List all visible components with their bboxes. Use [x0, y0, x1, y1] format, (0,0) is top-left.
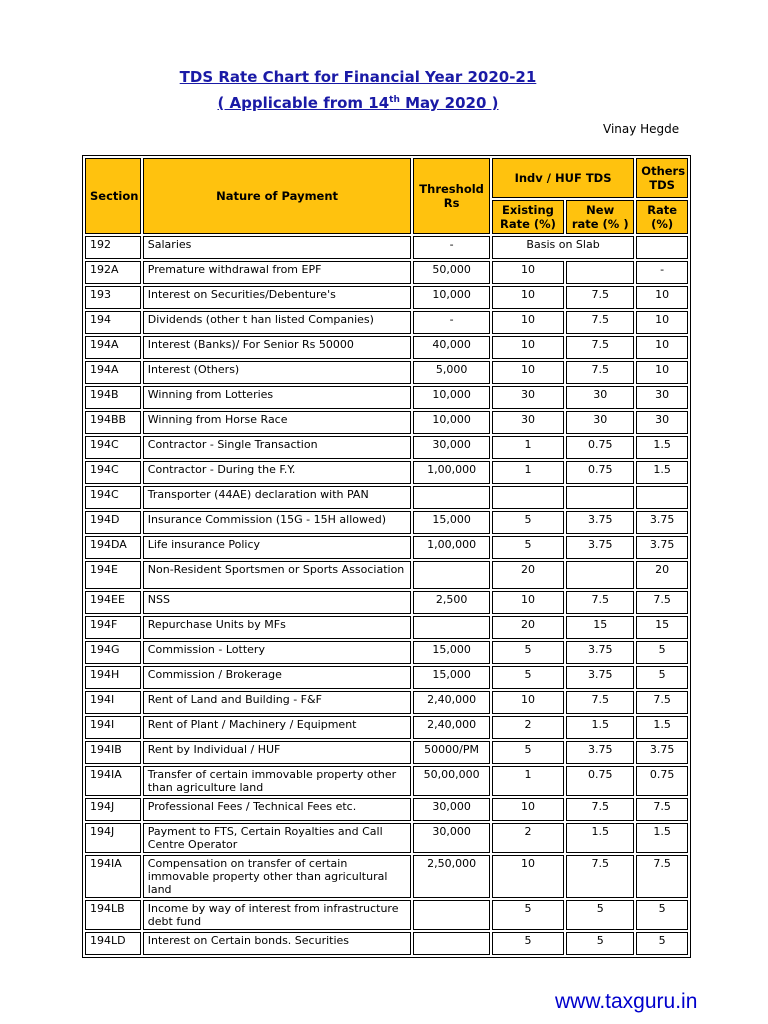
- section-cell: 194H: [85, 666, 141, 689]
- nature-cell: Interest (Others): [143, 361, 412, 384]
- others-rate-cell: 3.75: [636, 511, 688, 534]
- section-cell: 194IB: [85, 741, 141, 764]
- new-rate-cell: [566, 486, 634, 509]
- table-row: [85, 361, 688, 384]
- threshold-cell: 50,00,000: [413, 766, 489, 796]
- others-rate-cell: 1.5: [636, 716, 688, 739]
- nature-cell: Compensation on transfer of certain immovable property other than agricultural land: [143, 855, 412, 898]
- table-row: [85, 691, 688, 714]
- new-rate-cell: 5: [566, 900, 634, 930]
- author-name: Vinay Hegde: [603, 122, 680, 136]
- nature-cell: Income by way of interest from infrastructure debt fund: [143, 900, 412, 930]
- new-rate-cell: [566, 261, 634, 284]
- new-rate-cell: 7.5: [566, 311, 634, 334]
- existing-rate-cell: 10: [492, 261, 564, 284]
- nature-cell: Contractor - Single Transaction: [143, 436, 412, 459]
- table-row: [85, 716, 688, 739]
- others-rate-cell: 1.5: [636, 461, 688, 484]
- table-row: [85, 486, 688, 509]
- existing-rate-cell: 5: [492, 741, 564, 764]
- existing-rate-cell: 5: [492, 666, 564, 689]
- others-rate-cell: 10: [636, 286, 688, 309]
- threshold-cell: 50000/PM: [413, 741, 489, 764]
- table-row: [85, 900, 688, 930]
- threshold-cell: 30,000: [413, 436, 489, 459]
- threshold-cell: -: [413, 311, 489, 334]
- existing-rate-cell: [492, 486, 564, 509]
- others-rate-cell: 5: [636, 641, 688, 664]
- others-rate-cell: 1.5: [636, 436, 688, 459]
- others-rate-cell: 1.5: [636, 823, 688, 853]
- new-rate-cell: 30: [566, 411, 634, 434]
- header-others-tds: Others TDS: [636, 158, 688, 198]
- section-cell: 194E: [85, 561, 141, 589]
- existing-rate-cell: 10: [492, 798, 564, 821]
- existing-rate-cell: 2: [492, 823, 564, 853]
- table-row: [85, 536, 688, 559]
- others-rate-cell: 5: [636, 666, 688, 689]
- others-rate-cell: 0.75: [636, 766, 688, 796]
- threshold-cell: 2,500: [413, 591, 489, 614]
- others-rate-cell: 30: [636, 411, 688, 434]
- others-rate-cell: -: [636, 261, 688, 284]
- table-row: [85, 311, 688, 334]
- others-rate-cell: 10: [636, 311, 688, 334]
- new-rate-cell: 1.5: [566, 716, 634, 739]
- new-rate-cell: 3.75: [566, 641, 634, 664]
- section-cell: 193: [85, 286, 141, 309]
- others-rate-cell: 10: [636, 361, 688, 384]
- threshold-cell: 2,40,000: [413, 716, 489, 739]
- threshold-cell: 10,000: [413, 386, 489, 409]
- existing-rate-cell: 1: [492, 436, 564, 459]
- threshold-cell: 15,000: [413, 511, 489, 534]
- section-cell: 194C: [85, 486, 141, 509]
- section-cell: 194LB: [85, 900, 141, 930]
- others-rate-cell: [636, 486, 688, 509]
- others-rate-cell: 5: [636, 900, 688, 930]
- section-cell: 194D: [85, 511, 141, 534]
- others-rate-cell: 3.75: [636, 741, 688, 764]
- table-row: [85, 261, 688, 284]
- new-rate-cell: 0.75: [566, 461, 634, 484]
- new-rate-cell: 7.5: [566, 336, 634, 359]
- section-cell: 192A: [85, 261, 141, 284]
- table-body: [85, 236, 688, 955]
- nature-cell: NSS: [143, 591, 412, 614]
- existing-rate-cell: 10: [492, 361, 564, 384]
- existing-rate-cell: 1: [492, 766, 564, 796]
- new-rate-cell: 3.75: [566, 536, 634, 559]
- new-rate-cell: 7.5: [566, 855, 634, 898]
- nature-cell: Interest on Securities/Debenture's: [143, 286, 412, 309]
- website-watermark: www.taxguru.in: [555, 990, 698, 1013]
- others-rate-cell: 7.5: [636, 691, 688, 714]
- chart-title: TDS Rate Chart for Financial Year 2020-21: [179, 68, 537, 86]
- existing-rate-cell: 30: [492, 411, 564, 434]
- nature-cell: Rent by Individual / HUF: [143, 741, 412, 764]
- nature-cell: Transfer of certain immovable property other than agriculture land: [143, 766, 412, 796]
- new-rate-cell: 7.5: [566, 591, 634, 614]
- new-rate-cell: 7.5: [566, 361, 634, 384]
- others-rate-cell: 30: [636, 386, 688, 409]
- table-row: [85, 411, 688, 434]
- new-rate-cell: 7.5: [566, 691, 634, 714]
- threshold-cell: 1,00,000: [413, 461, 489, 484]
- existing-rate-cell: 10: [492, 591, 564, 614]
- others-rate-cell: 20: [636, 561, 688, 589]
- threshold-cell: 2,50,000: [413, 855, 489, 898]
- existing-rate-cell: 30: [492, 386, 564, 409]
- table-row: [85, 436, 688, 459]
- threshold-cell: 30,000: [413, 798, 489, 821]
- new-rate-cell: 1.5: [566, 823, 634, 853]
- section-cell: 194DA: [85, 536, 141, 559]
- new-rate-cell: 3.75: [566, 511, 634, 534]
- table-row: [85, 766, 688, 796]
- existing-rate-cell: 5: [492, 932, 564, 955]
- nature-cell: Dividends (other t han listed Companies): [143, 311, 412, 334]
- threshold-cell: [413, 616, 489, 639]
- new-rate-cell: 0.75: [566, 766, 634, 796]
- existing-rate-cell: 5: [492, 641, 564, 664]
- table-row: [85, 511, 688, 534]
- table-row: [85, 823, 688, 853]
- table-row: [85, 932, 688, 955]
- nature-cell: Payment to FTS, Certain Royalties and Call Centre Operator: [143, 823, 412, 853]
- existing-rate-cell: 5: [492, 511, 564, 534]
- table-row: [85, 561, 688, 589]
- subtitle-suffix: May 2020 ): [399, 94, 499, 112]
- section-cell: 194C: [85, 436, 141, 459]
- threshold-cell: [413, 932, 489, 955]
- others-rate-cell: 7.5: [636, 798, 688, 821]
- threshold-cell: -: [413, 236, 489, 259]
- subtitle-superscript: th: [389, 95, 400, 105]
- threshold-cell: 50,000: [413, 261, 489, 284]
- existing-rate-cell: 2: [492, 716, 564, 739]
- section-cell: 194I: [85, 691, 141, 714]
- table-row: [85, 641, 688, 664]
- nature-cell: Winning from Lotteries: [143, 386, 412, 409]
- existing-rate-cell: 10: [492, 286, 564, 309]
- existing-rate-cell: 20: [492, 616, 564, 639]
- threshold-cell: 15,000: [413, 641, 489, 664]
- threshold-cell: [413, 486, 489, 509]
- new-rate-cell: 30: [566, 386, 634, 409]
- threshold-cell: 40,000: [413, 336, 489, 359]
- nature-cell: Commission / Brokerage: [143, 666, 412, 689]
- table-row: [85, 591, 688, 614]
- new-rate-cell: 7.5: [566, 798, 634, 821]
- threshold-cell: 1,00,000: [413, 536, 489, 559]
- nature-cell: Interest on Certain bonds. Securities: [143, 932, 412, 955]
- new-rate-cell: 3.75: [566, 666, 634, 689]
- existing-rate-cell: 10: [492, 691, 564, 714]
- subtitle-prefix: ( Applicable from 14: [217, 94, 390, 112]
- nature-cell: Contractor - During the F.Y.: [143, 461, 412, 484]
- others-rate-cell: 5: [636, 932, 688, 955]
- table-row: [85, 741, 688, 764]
- header-section: Section: [85, 158, 141, 234]
- nature-cell: Non-Resident Sportsmen or Sports Association: [143, 561, 412, 589]
- tds-rate-table: [82, 155, 691, 958]
- new-rate-cell: 3.75: [566, 741, 634, 764]
- header-new-rate: New rate (% ): [566, 200, 634, 234]
- header-existing-rate: Existing Rate (%): [492, 200, 564, 234]
- existing-rate-cell: 20: [492, 561, 564, 589]
- threshold-cell: 5,000: [413, 361, 489, 384]
- new-rate-cell: 7.5: [566, 286, 634, 309]
- section-cell: 194A: [85, 336, 141, 359]
- threshold-cell: 2,40,000: [413, 691, 489, 714]
- table-row: [85, 461, 688, 484]
- threshold-cell: [413, 561, 489, 589]
- existing-rate-cell: 5: [492, 900, 564, 930]
- table-row: [85, 855, 688, 898]
- table-row: [85, 236, 688, 259]
- nature-cell: Professional Fees / Technical Fees etc.: [143, 798, 412, 821]
- threshold-cell: 30,000: [413, 823, 489, 853]
- nature-cell: Life insurance Policy: [143, 536, 412, 559]
- others-rate-cell: [636, 236, 688, 259]
- nature-cell: Rent of Plant / Machinery / Equipment: [143, 716, 412, 739]
- nature-cell: Insurance Commission (15G - 15H allowed): [143, 511, 412, 534]
- table-row: [85, 336, 688, 359]
- nature-cell: Premature withdrawal from EPF: [143, 261, 412, 284]
- nature-cell: Transporter (44AE) declaration with PAN: [143, 486, 412, 509]
- others-rate-cell: 15: [636, 616, 688, 639]
- new-rate-cell: 5: [566, 932, 634, 955]
- table-row: [85, 616, 688, 639]
- section-cell: 194J: [85, 823, 141, 853]
- new-rate-cell: [566, 561, 634, 589]
- existing-rate-cell: 10: [492, 336, 564, 359]
- section-cell: 194G: [85, 641, 141, 664]
- header-threshold: Threshold Rs: [413, 158, 489, 234]
- threshold-cell: 10,000: [413, 286, 489, 309]
- nature-cell: Salaries: [143, 236, 412, 259]
- section-cell: 194I: [85, 716, 141, 739]
- table-row: [85, 386, 688, 409]
- table-row: [85, 798, 688, 821]
- others-rate-cell: 3.75: [636, 536, 688, 559]
- section-cell: 194IA: [85, 855, 141, 898]
- header-others-rate: Rate (%): [636, 200, 688, 234]
- threshold-cell: [413, 900, 489, 930]
- existing-rate-cell: 10: [492, 855, 564, 898]
- threshold-cell: 10,000: [413, 411, 489, 434]
- table-header: [85, 158, 688, 234]
- section-cell: 194B: [85, 386, 141, 409]
- table-row: [85, 666, 688, 689]
- existing-rate-cell: 1: [492, 461, 564, 484]
- chart-subtitle: [0, 94, 716, 112]
- section-cell: 192: [85, 236, 141, 259]
- nature-cell: Winning from Horse Race: [143, 411, 412, 434]
- others-rate-cell: 10: [636, 336, 688, 359]
- new-rate-cell: 15: [566, 616, 634, 639]
- header-nature-of-payment: Nature of Payment: [143, 158, 412, 234]
- others-rate-cell: 7.5: [636, 855, 688, 898]
- slab-cell: Basis on Slab: [492, 236, 634, 259]
- section-cell: 194: [85, 311, 141, 334]
- section-cell: 194F: [85, 616, 141, 639]
- nature-cell: Commission - Lottery: [143, 641, 412, 664]
- existing-rate-cell: 10: [492, 311, 564, 334]
- section-cell: 194A: [85, 361, 141, 384]
- nature-cell: Interest (Banks)/ For Senior Rs 50000: [143, 336, 412, 359]
- others-rate-cell: 7.5: [636, 591, 688, 614]
- new-rate-cell: 0.75: [566, 436, 634, 459]
- nature-cell: Rent of Land and Building - F&F: [143, 691, 412, 714]
- threshold-cell: 15,000: [413, 666, 489, 689]
- section-cell: 194IA: [85, 766, 141, 796]
- section-cell: 194LD: [85, 932, 141, 955]
- existing-rate-cell: 5: [492, 536, 564, 559]
- header-indv-huf-tds: Indv / HUF TDS: [492, 158, 634, 198]
- section-cell: 194EE: [85, 591, 141, 614]
- section-cell: 194C: [85, 461, 141, 484]
- table-row: [85, 286, 688, 309]
- section-cell: 194J: [85, 798, 141, 821]
- section-cell: 194BB: [85, 411, 141, 434]
- nature-cell: Repurchase Units by MFs: [143, 616, 412, 639]
